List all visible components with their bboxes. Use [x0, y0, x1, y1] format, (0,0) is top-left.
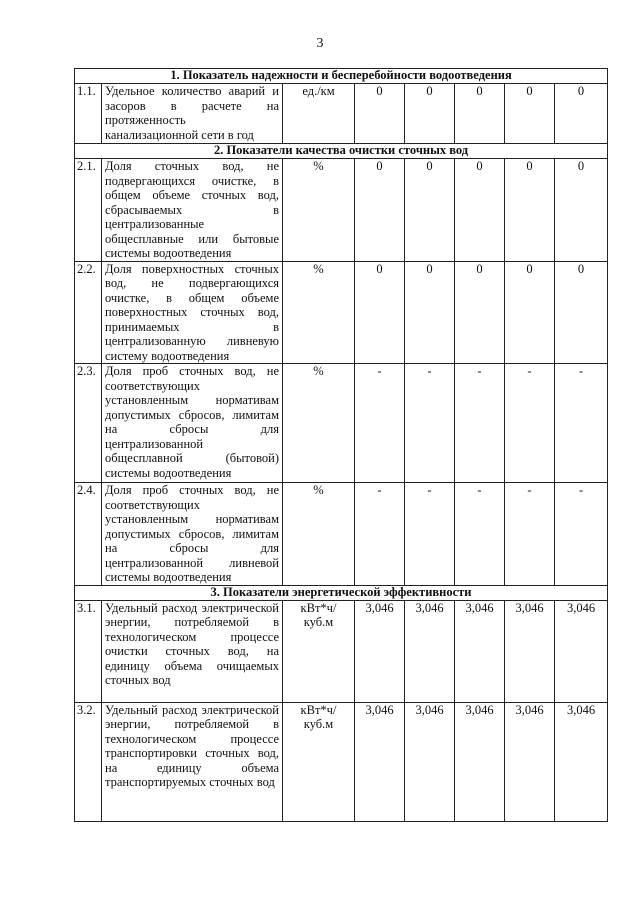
table-row	[75, 702, 608, 821]
unit-cell: %	[283, 261, 355, 364]
indicator-name: Доля проб сточных вод, не соответствующих установленным нормативам допустимых сбросов, лимитам на сбросы для централизованной ливневой системы водоотведения	[102, 483, 283, 586]
page-number: 3	[316, 36, 324, 51]
value-cell: 3,046	[505, 702, 555, 821]
row-number: 2.4.	[75, 483, 102, 586]
value-cell: 0	[405, 261, 455, 364]
value-cell: 3,046	[405, 702, 455, 821]
value-cell: -	[455, 364, 505, 483]
row-number: 3.2.	[75, 702, 102, 821]
row-number: 2.3.	[75, 364, 102, 483]
value-cell: 0	[555, 84, 608, 144]
indicator-name: Удельный расход электрической энергии, потребляемой в технологическом процессе транспортировки сточных вод, на единицу объема транспортируемых сточных вод	[102, 702, 283, 821]
value-cell: 0	[455, 84, 505, 144]
value-cell: 0	[455, 261, 505, 364]
table-row	[75, 84, 608, 144]
unit-cell: %	[283, 483, 355, 586]
table-row	[75, 159, 608, 262]
table-row	[75, 364, 608, 483]
indicator-name: Доля проб сточных вод, не соответствующих установленным нормативам допустимых сбросов, лимитам на сбросы для централизованной общесплавной (бытовой) системы водоотведения	[102, 364, 283, 483]
value-cell: -	[355, 483, 405, 586]
unit-cell: ед./км	[283, 84, 355, 144]
value-cell: 3,046	[455, 600, 505, 702]
value-cell: -	[405, 483, 455, 586]
indicator-name: Удельный расход электрической энергии, потребляемой в технологическом процессе очистки сточных вод, на единицу объема очищаемых сточных вод	[102, 600, 283, 702]
indicator-name: Доля сточных вод, не подвергающихся очистке, в общем объеме сточных вод, сбрасываемых в централизованные общесплавные или бытовые системы водоотведения	[102, 159, 283, 262]
section-header-row	[75, 585, 608, 600]
value-cell: 3,046	[555, 702, 608, 821]
section-title: 1. Показатель надежности и бесперебойности водоотведения	[75, 69, 608, 84]
table-row	[75, 261, 608, 364]
value-cell: -	[355, 364, 405, 483]
value-cell: 0	[455, 159, 505, 262]
value-cell: 3,046	[355, 600, 405, 702]
section-title: 3. Показатели энергетической эффективности	[75, 585, 608, 600]
value-cell: 3,046	[405, 600, 455, 702]
indicator-name: Удельное количество аварий и засоров в расчете на протяженность канализационной сети в год	[102, 84, 283, 144]
value-cell: -	[505, 483, 555, 586]
value-cell: 3,046	[505, 600, 555, 702]
value-cell: -	[555, 364, 608, 483]
value-cell: 0	[355, 261, 405, 364]
value-cell: 0	[505, 159, 555, 262]
value-cell: -	[505, 364, 555, 483]
value-cell: 0	[555, 159, 608, 262]
value-cell: 3,046	[355, 702, 405, 821]
value-cell: 0	[505, 261, 555, 364]
unit-cell: кВт*ч/ куб.м	[283, 600, 355, 702]
value-cell: 0	[405, 159, 455, 262]
row-number: 2.1.	[75, 159, 102, 262]
table-row	[75, 600, 608, 702]
value-cell: -	[405, 364, 455, 483]
value-cell: 0	[355, 159, 405, 262]
indicators-table	[74, 68, 608, 822]
value-cell: 3,046	[455, 702, 505, 821]
value-cell: 0	[355, 84, 405, 144]
unit-cell: %	[283, 364, 355, 483]
value-cell: -	[555, 483, 608, 586]
row-number: 3.1.	[75, 600, 102, 702]
value-cell: -	[455, 483, 505, 586]
row-number: 2.2.	[75, 261, 102, 364]
indicator-name: Доля поверхностных сточных вод, не подвергающихся очистке, в общем объеме поверхностных сточных вод, принимаемых в централизованную ливневую систему водоотведения	[102, 261, 283, 364]
section-header-row	[75, 69, 608, 84]
value-cell: 0	[555, 261, 608, 364]
value-cell: 3,046	[555, 600, 608, 702]
unit-cell: %	[283, 159, 355, 262]
value-cell: 0	[505, 84, 555, 144]
unit-cell: кВт*ч/ куб.м	[283, 702, 355, 821]
table-row	[75, 483, 608, 586]
section-title: 2. Показатели качества очистки сточных вод	[75, 144, 608, 159]
row-number: 1.1.	[75, 84, 102, 144]
value-cell: 0	[405, 84, 455, 144]
section-header-row	[75, 144, 608, 159]
